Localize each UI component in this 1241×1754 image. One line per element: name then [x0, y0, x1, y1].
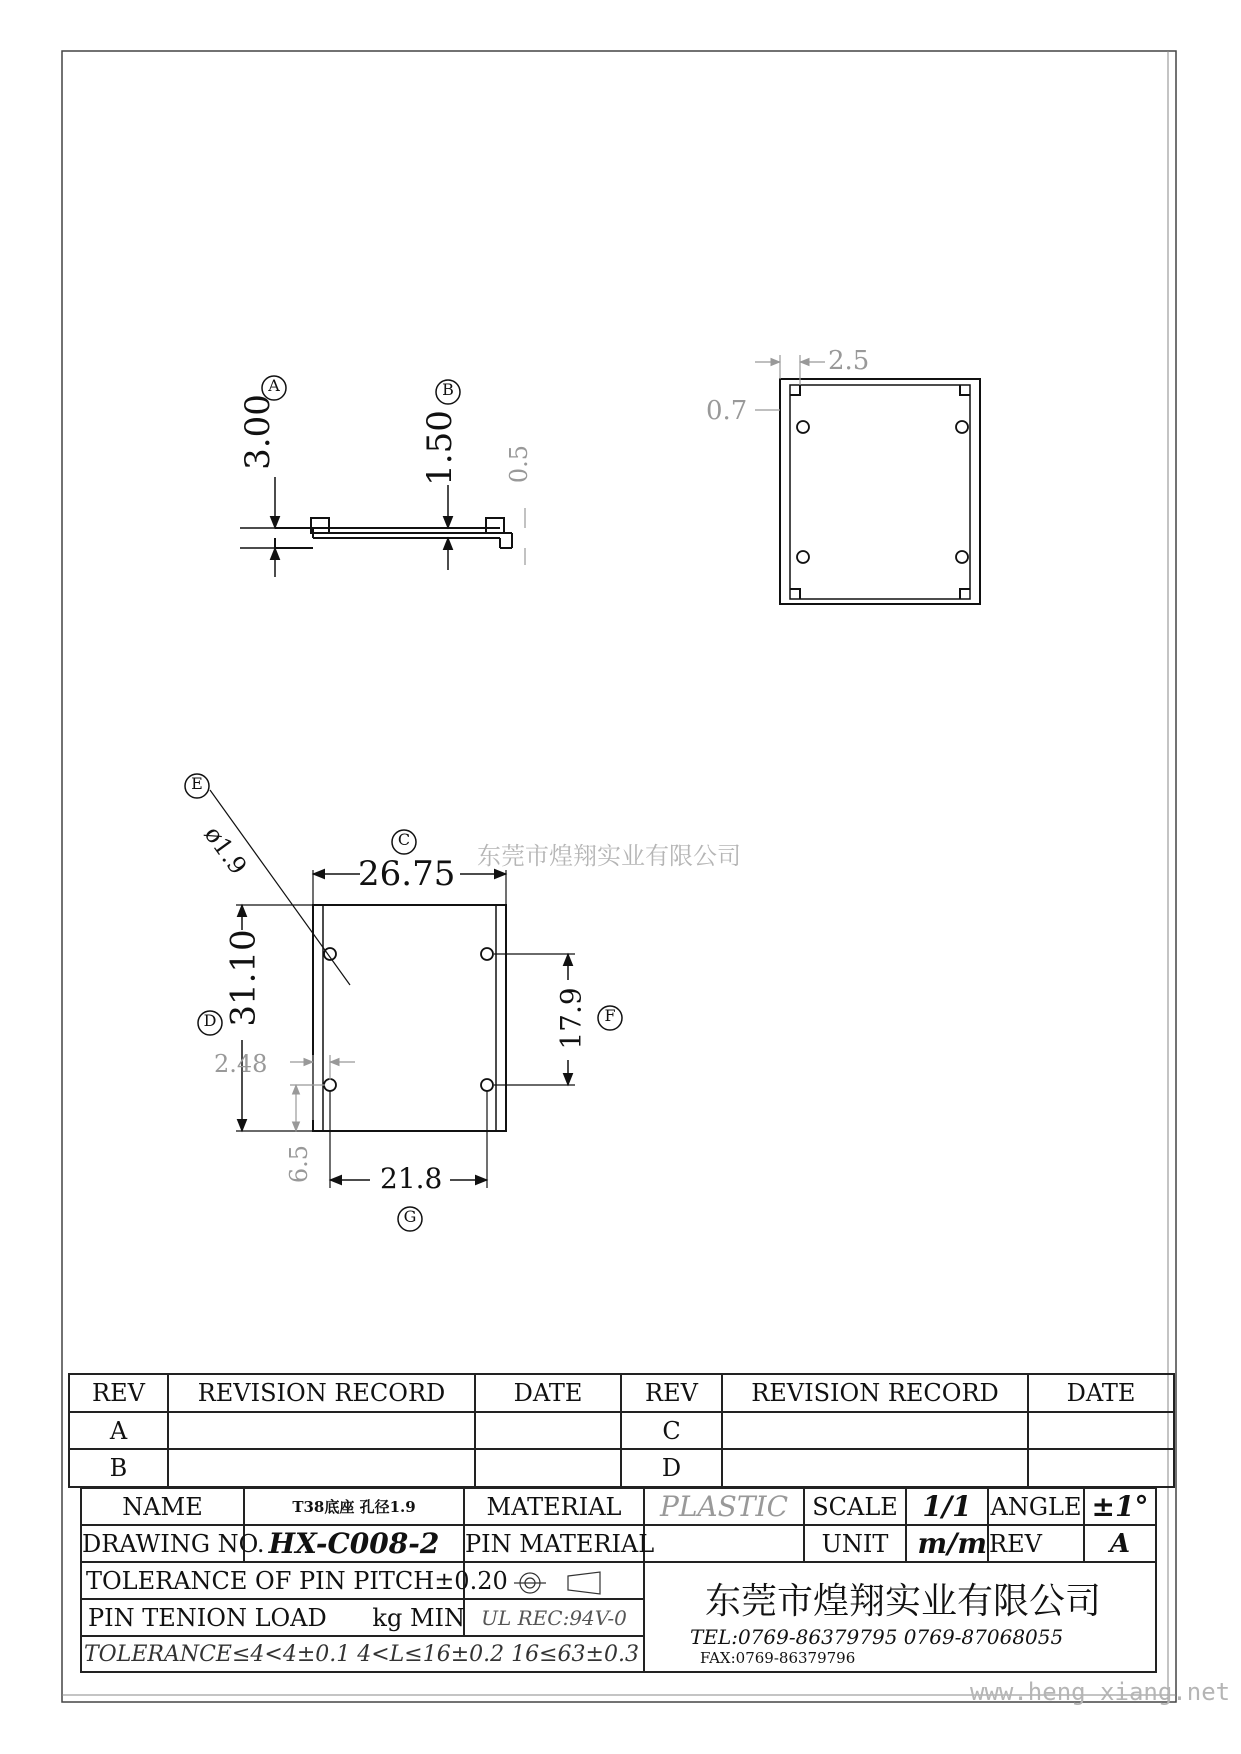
- company-fax: FAX:0769-86379796: [700, 1649, 856, 1667]
- dim-side-thickness: 1.50: [419, 410, 460, 486]
- record-cell: [168, 1412, 475, 1449]
- dim-edge-offset: 2.48: [214, 1050, 268, 1078]
- record-cell: [722, 1449, 1028, 1487]
- label-b: B: [442, 380, 454, 399]
- unit-value: m/m: [906, 1525, 988, 1562]
- dim-notch-height: 0.7: [706, 396, 748, 426]
- record-cell: [168, 1449, 475, 1487]
- dim-pin-bottom-offset: 6.5: [285, 1144, 314, 1184]
- dim-side-step: 0.5: [505, 444, 534, 484]
- material-label: MATERIAL: [464, 1488, 644, 1525]
- unit-label: UNIT: [804, 1525, 906, 1562]
- date-cell: [1028, 1412, 1174, 1449]
- table-row: [69, 1412, 1174, 1449]
- angle-value: ±1°: [1084, 1488, 1156, 1525]
- tolerance-general: TOLERANCE≤4<4±0.1 4<L≤16±0.2 16≤63±0.3: [81, 1636, 644, 1672]
- dim-pin-row-pitch: 17.9: [554, 987, 588, 1050]
- table-row: [69, 1449, 1174, 1487]
- date-header-2: DATE: [1028, 1374, 1174, 1412]
- top-view: [755, 355, 980, 604]
- dim-side-height: 3.00: [237, 394, 278, 470]
- scale-label: SCALE: [804, 1488, 906, 1525]
- rev-header: REV: [69, 1374, 168, 1412]
- pin-material-label: PIN MATERIAL: [464, 1525, 644, 1562]
- drawing-no-value: HX-C008-2: [244, 1525, 464, 1562]
- date-cell: [475, 1449, 621, 1487]
- title-block: [80, 1487, 1157, 1673]
- dim-notch-width: 2.5: [828, 346, 870, 376]
- watermark-website: www.heng xiang.net: [970, 1678, 1231, 1706]
- company-cell: [644, 1562, 1156, 1672]
- company-tel: TEL:0769-86379795 0769-87068055: [690, 1625, 1064, 1649]
- dim-width: 26.75: [358, 854, 456, 894]
- rev-cell: D: [621, 1449, 722, 1487]
- dim-hole-diameter: ø1.9: [198, 820, 253, 880]
- date-cell: [475, 1412, 621, 1449]
- revision-record-header: REVISION RECORD: [168, 1374, 475, 1412]
- ul-rec: UL REC:94V-0: [464, 1599, 644, 1636]
- scale-value: 1/1: [906, 1488, 988, 1525]
- pin-material-value: [644, 1525, 804, 1562]
- pin-tension-cell: [81, 1599, 464, 1636]
- label-c: C: [397, 830, 411, 849]
- label-e: E: [191, 774, 203, 793]
- revision-record-header-2: REVISION RECORD: [722, 1374, 1028, 1412]
- name-label: NAME: [81, 1488, 244, 1525]
- rev-header-2: REV: [621, 1374, 722, 1412]
- revision-table: [68, 1373, 1175, 1488]
- label-g: G: [403, 1207, 417, 1226]
- label-d: D: [203, 1011, 217, 1030]
- date-cell: [1028, 1449, 1174, 1487]
- watermark-company: 东莞市煌翔实业有限公司: [477, 842, 741, 870]
- side-view: [240, 477, 525, 577]
- label-a: A: [268, 376, 280, 395]
- rev-cell: B: [69, 1449, 168, 1487]
- company-name: 东莞市煌翔实业有限公司: [705, 1581, 1102, 1622]
- label-f: F: [604, 1006, 616, 1025]
- dim-pin-col-pitch: 21.8: [380, 1162, 443, 1195]
- tolerance-pitch: TOLERANCE OF PIN PITCH±0.20: [81, 1562, 464, 1599]
- angle-label: ANGLE: [988, 1488, 1084, 1525]
- rev-cell: A: [69, 1412, 168, 1449]
- revision-header-row: [69, 1374, 1174, 1412]
- date-header: DATE: [475, 1374, 621, 1412]
- rev-value: A: [1084, 1525, 1156, 1562]
- drawing-no-label: DRAWING NO.: [81, 1525, 244, 1562]
- rev-cell: C: [621, 1412, 722, 1449]
- material-value: PLASTIC: [644, 1488, 804, 1525]
- pin-tension-label: PIN TENION LOAD: [88, 1603, 327, 1632]
- record-cell: [722, 1412, 1028, 1449]
- name-value: T38底座 孔径1.9: [244, 1488, 464, 1525]
- dim-height: 31.10: [223, 929, 264, 1027]
- rev-label: REV: [988, 1525, 1084, 1562]
- pin-tension-unit: kg MIN: [372, 1603, 465, 1632]
